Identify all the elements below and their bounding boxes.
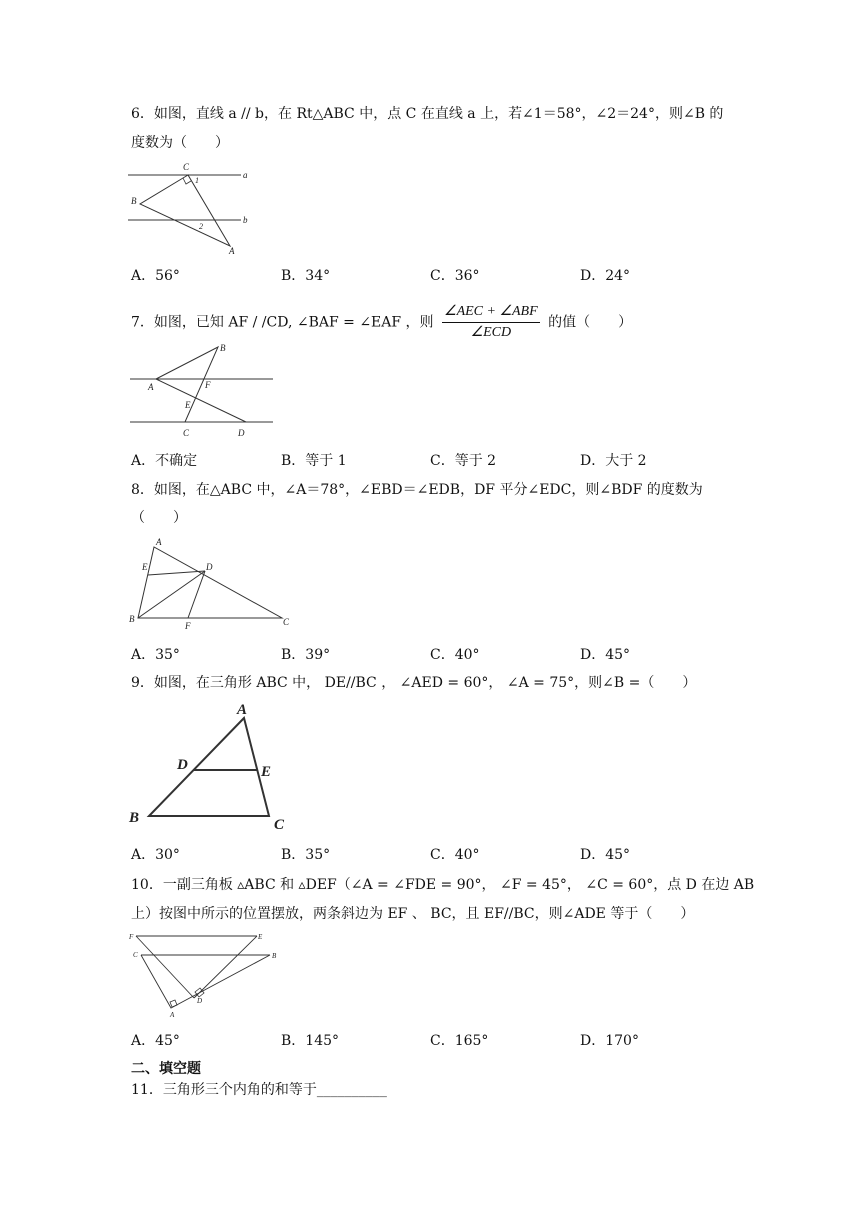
q8-option-b[interactable]: B．39° [281,647,331,663]
q6-options [131,265,731,285]
q8-label-C: C [283,617,290,627]
q8-option-c[interactable]: C．40° [430,647,480,663]
q6-option-a[interactable]: A．56° [131,268,180,284]
q10-label-A: A [170,1011,175,1019]
q9-figure [127,697,297,835]
q10-option-b[interactable]: B．145° [281,1033,340,1049]
q9-label-E: E [261,764,272,780]
q7-options [131,450,731,470]
q6-text-line2: 度数为（ ） [131,135,229,151]
section-heading: 二、填空题 [131,1061,201,1077]
q7-option-a[interactable]: A．不确定 [131,453,198,469]
q8-option-d[interactable]: D．45° [580,647,631,663]
q8-label-F: F [185,621,191,631]
q6-label-2: 2 [199,222,203,231]
q6-text-line1: 6．如图，直线 a // b，在 Rt△ABC 中，点 C 在直线 a 上，若∠1＝58°，∠2＝24°，则∠B 的 [131,106,724,122]
q10-option-c[interactable]: C．165° [430,1033,489,1049]
q10-label-D: D [197,997,203,1005]
q10-option-d[interactable]: D．170° [580,1033,639,1049]
q10-option-a[interactable]: A．45° [131,1033,180,1049]
q6-label-A: A [229,246,235,256]
q9-option-c[interactable]: C．40° [430,847,480,863]
q6-figure [128,160,253,258]
q7-text-post: 的值（ ） [548,314,633,331]
q6-label-1: 1 [195,176,199,185]
q6-label-C: C [183,162,190,172]
q9-label-A: A [237,702,248,718]
q6-option-c[interactable]: C．36° [430,268,480,284]
q7-label-C: C [183,428,190,438]
q7-label-F: F [205,380,211,390]
q8-figure [127,535,297,635]
q10-text-line1: 10．一副三角板 ▵ABC 和 ▵DEF（∠A = ∠FDE = 90°， ∠F = 45°， ∠C = 60°，点 D 在边 AB [131,877,755,893]
q7-fraction [442,302,540,343]
q7-label-E: E [185,400,191,410]
q7-label-A: A [148,382,154,392]
q6-label-a: a [243,170,248,180]
q10-figure [127,928,287,1022]
q9-label-D: D [177,757,188,773]
q10-label-F: F [129,933,134,941]
q7-label-D: D [238,428,245,438]
q10-label-B: B [272,952,277,960]
q8-option-a[interactable]: A．35° [131,647,180,663]
q9-label-B: B [129,810,140,826]
q9-option-a[interactable]: A．30° [131,847,180,863]
q10-label-C: C [133,951,138,959]
q10-text-line2: 上）按图中所示的位置摆放，两条斜边为 EF 、 BC，且 EF//BC，则∠ADE 等于（ ） [131,906,695,922]
q7-text-pre: 7．如图，已知 AF / /CD, ∠BAF = ∠EAF ，则 [131,314,434,331]
q11-text: 11．三角形三个内角的和等于__________ [131,1082,387,1098]
q10-options [131,1030,731,1050]
q8-label-D: D [206,562,213,572]
q7-fraction-denominator: ∠ECD [470,325,512,340]
q9-option-b[interactable]: B．35° [281,847,331,863]
q7-option-c[interactable]: C．等于 2 [430,453,497,469]
q8-text-line2: （ ） [131,510,187,526]
q9-options [131,844,731,864]
q6-label-B: B [131,196,137,206]
q6-label-b: b [243,215,248,225]
q7-option-b[interactable]: B．等于 1 [281,453,347,469]
q6-option-d[interactable]: D．24° [580,268,631,284]
q8-label-A: A [156,537,162,547]
q6-option-b[interactable]: B．34° [281,268,331,284]
q8-text-line1: 8．如图，在△ABC 中，∠A＝78°，∠EBD＝∠EDB，DF 平分∠EDC，则∠BDF 的度数为 [131,482,703,498]
q9-option-d[interactable]: D．45° [580,847,631,863]
q7-text [131,302,632,343]
q7-fraction-numerator: ∠AEC + ∠ABF [442,302,540,323]
q7-label-B: B [220,343,226,353]
q8-label-E: E [142,562,148,572]
q7-option-d[interactable]: D．大于 2 [580,453,647,469]
q8-label-B: B [129,614,135,624]
q9-label-C: C [274,817,285,833]
q10-label-E: E [258,933,263,941]
q7-figure [128,342,278,440]
q8-options [131,644,731,664]
q9-text-line1: 9．如图，在三角形 ABC 中， DE//BC ， ∠AED = 60°， ∠A = 75°，则∠B =（ ） [131,675,697,691]
